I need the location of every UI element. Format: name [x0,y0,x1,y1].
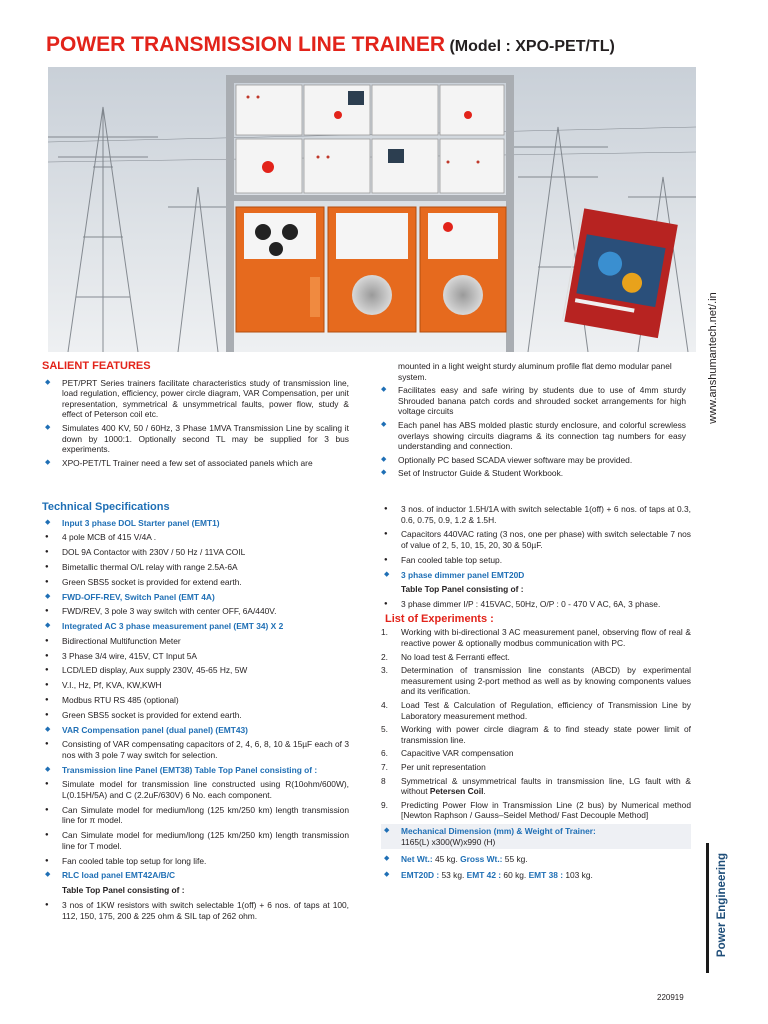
bullet-icon: ● [384,601,388,608]
diamond-bullet-icon: ◆ [384,855,390,863]
spec-item [42,900,349,921]
salient-right-list [378,385,686,479]
spec-subheading-text: Table Top Panel consisting of : [401,584,524,595]
bullet-icon: ● [384,506,388,512]
spec-heading-text: VAR Compensation panel (dual panel) (EMT43) [62,724,248,735]
spec-item [381,599,691,610]
spec-heading [42,592,349,603]
feature-item [42,423,349,455]
spec-item-text: DOL 9A Contactor with 230V / 50 Hz / 11VA COIL [62,547,246,558]
experiment-item [381,652,691,663]
bullet-icon: ● [45,608,49,615]
spec-item-text: 3 phase dimmer I/P : 415VAC, 50Hz, O/P : 0 - 470 V AC, 6A, 3 phase. [401,599,661,610]
spec-item-text: 4 pole MCB of 415 V/4A . [62,532,157,543]
spec-item-text: Fan cooled table top setup for long life. [62,855,207,866]
page-title [46,33,615,57]
spec-heading [42,621,349,632]
feature-item [378,455,686,466]
spec-item [42,680,349,691]
experiment-number: 2. [381,651,388,662]
spec-heading [42,518,349,529]
diamond-bullet-icon: ◆ [45,592,51,600]
diamond-bullet-icon: ◆ [45,622,51,630]
spec-item [381,529,691,550]
experiment-text: Load Test & Calculation of Regulation, efficiency of Transmission Line by Laboratory measurement method. [401,700,691,721]
spec-item [42,636,349,647]
dimensions-block [381,824,691,849]
experiment-number: 3. [381,665,388,676]
spec-item-text: V.I., Hz, Pf, KVA, KW,KWH [62,680,162,691]
bullet-icon: ● [45,806,49,813]
panel-weight-row [381,870,691,881]
spec-item [42,606,349,617]
bullet-icon: ● [45,781,49,788]
spec-item [42,651,349,662]
experiment-number: 5. [381,724,388,735]
website-text: www.anshumantech.net/.in [707,292,719,424]
feature-text: Optionally PC based SCADA viewer software may be provided. [398,454,633,465]
diamond-bullet-icon: ◆ [45,458,51,466]
emt38-value: 103 kg. [563,869,593,880]
spec-item [42,710,349,721]
diamond-bullet-icon: ◆ [381,455,387,463]
experiment-number: 9. [381,799,388,810]
experiment-text: Capacitive VAR compensation [401,748,514,759]
bullet-icon: ● [45,696,49,703]
spec-heading-text: Integrated AC 3 phase measurement panel (EMT 34) X 2 [62,621,284,632]
spec-heading [42,765,349,776]
diamond-bullet-icon: ◆ [384,870,390,878]
title-main: POWER TRANSMISSION LINE TRAINER [46,33,446,56]
experiment-bold-text: Petersen Coil [429,786,484,797]
gross-weight-value: 55 kg. [502,854,528,865]
spec-item [42,695,349,706]
emt42-label: EMT 42 : [466,869,502,880]
spec-item-text: 3 Phase 3/4 wire, 415V, CT Input 5A [62,650,198,661]
spec-subheading [42,885,349,896]
bullet-icon: ● [45,563,49,570]
bullet-icon: ● [45,741,49,748]
bullet-icon: ● [45,832,49,839]
experiment-item [381,800,691,821]
spec-item-text: Fan cooled table top setup. [401,554,503,565]
spec-item [42,805,349,826]
feature-text: Set of Instructor Guide & Student Workbook. [398,468,564,479]
experiment-text: Symmetrical & unsymmetrical faults in transmission line, LG fault with & without [401,775,691,797]
spec-item-text: FWD/REV, 3 pole 3 way switch with center OFF, 6A/440V. [62,606,277,617]
feature-text: XPO-PET/TL Trainer need a few set of associated panels which are [62,457,313,468]
experiment-item [381,627,691,648]
experiment-item [381,724,691,745]
spec-item [42,577,349,588]
spec-heading-text: RLC load panel EMT42A/B/C [62,870,176,881]
experiment-text: Working with power circle diagram & to find steady state power limit of transmission line. [401,724,691,745]
spec-item-text: Can Simulate model for medium/long (125 km/250 km) length transmission line for T model. [62,830,349,851]
bullet-icon: ● [45,857,49,864]
feature-text: Facilitates easy and safe wiring by students due to use of 4mm sturdy Shrouded banana patch cords and shrouded socket arrangements for high voltage circuits [398,385,686,417]
emt20d-label: EMT20D : [401,869,440,880]
spec-item-text: Green SBS5 socket is provided for extend earth. [62,576,242,587]
experiment-number: 7. [381,762,388,772]
diamond-bullet-icon: ◆ [45,378,51,386]
feature-item [378,385,686,417]
spec-item-text: Bimetallic thermal O/L relay with range 2.5A-6A [62,561,238,572]
feature-text: Each panel has ABS molded plastic sturdy enclosure, and colorful screwless overlays showing circuits diagrams & its connection tag numbers for easy understanding and connection. [398,419,686,452]
dimensions-label: Mechanical Dimension (mm) & Weight of Trainer: [401,825,596,836]
tech-right-list [381,504,691,610]
diamond-bullet-icon: ◆ [45,518,51,526]
experiment-number: 6. [381,748,388,759]
spec-heading [381,570,691,581]
spec-item [381,555,691,566]
category-text: Power Engineering [716,852,728,958]
experiment-number: 1. [381,627,388,638]
spec-item-text: Can Simulate model for medium/long (125 km/250 km) length transmission line for π model. [62,804,349,826]
bullet-icon: ● [384,556,388,563]
bullet-icon: ● [384,531,388,538]
spec-heading [42,870,349,881]
diamond-bullet-icon: ◆ [381,386,387,394]
experiment-item [381,665,691,697]
salient-continuation: mounted in a light weight sturdy aluminum profile flat demo modular panel system. [398,361,672,382]
spec-item [42,665,349,676]
bullet-icon: ● [45,578,49,585]
feature-item [378,468,686,479]
salient-heading: SALIENT FEATURES [42,360,151,372]
diamond-bullet-icon: ◆ [381,420,387,428]
feature-text: PET/PRT Series trainers facilitate characteristics study of transmission line, load regulation, efficiency, power circle diagram, VAR Compensation, per unit representation, symmetrical & unsymmetrical faults, power flow, study & effect of Peterson coil etc. [62,377,349,420]
spec-item-text: 3 nos. of inductor 1.5H/1A with switch selectable 1(off) + 6 nos. of taps at 0.3, 0.6, 0.75, 0.9, 1.2 & 1.5H. [401,504,691,525]
dimensions-row [381,826,691,847]
feature-item [42,458,349,469]
spec-item-text: LCD/LED display, Aux supply 230V, 45-65 Hz, 5W [62,665,248,676]
experiment-number: 8 [381,775,386,786]
spec-item [42,562,349,573]
spec-item [42,547,349,558]
net-weight-value: 45 kg. [432,854,458,865]
diamond-bullet-icon: ◆ [384,826,390,834]
bullet-icon: ● [45,901,49,908]
spec-heading-text: Input 3 phase DOL Starter panel (EMT1) [62,517,220,528]
experiment-text: Predicting Power Flow in Transmission Line (2 bus) by Numerical method [Newton Raphson / Gauss–Seidel Method/ Fast Decouple Method] [401,799,691,821]
spec-subheading-text: Table Top Panel consisting of : [62,885,185,896]
diamond-bullet-icon: ◆ [45,765,51,773]
salient-right-column [378,361,686,482]
spec-item-text: Modbus RTU RS 485 (optional) [62,694,179,705]
spec-item [42,856,349,867]
experiments-list [381,627,691,821]
spec-heading-text: Transmission line Panel (EMT38) Table Top Panel consisting of : [62,764,318,775]
spec-item-text: Capacitors 440VAC rating (3 nos, one per phase) with switch selectable 7 nos of value of 2, 5, 10, 15, 20, 30 & 50µF. [401,529,691,550]
spec-item-text: Bidirectional Multifunction Meter [62,635,181,646]
experiment-number: 4. [381,700,388,711]
bullet-icon: ● [45,549,49,556]
bullet-icon: ● [45,534,49,541]
emt42-value: 60 kg. [501,869,527,880]
experiments-heading: List of Experiments : [385,612,494,625]
experiment-text: No load test & Ferranti effect. [401,651,510,662]
feature-item [42,378,349,420]
experiment-item [381,776,691,797]
spec-item-text: Simulate model for transmission line constructed using R(10ohm/600W), L(0.15H/5A) and C (2.2uF/630V) 6 No. each component. [62,779,349,801]
dimensions-value: 1165(L) x300(W)x990 (H) [401,836,496,847]
product-photo [48,67,696,352]
spec-item [42,532,349,543]
experiment-text: Working with bi-directional 3 AC measurement panel, observing flow of real & reactive power & optionally modbus communication with PC. [401,627,691,649]
document-code: 220919 [657,993,684,1002]
net-weight-label: Net Wt.: [401,854,433,865]
experiment-text: Per unit representation [401,762,486,772]
spec-item [42,779,349,800]
gross-weight-label: Gross Wt.: [460,854,503,865]
feature-text: Simulates 400 KV, 50 / 60Hz, 3 Phase 1MVA Transmission Line by scaling it down by 1000:1. Optionally second TL may be supplied for 3 bus experiments. [62,422,349,455]
diamond-bullet-icon: ◆ [45,423,51,431]
spec-item-text: 3 nos of 1KW resistors with switch selectable 1(off) + 6 nos. of taps at 100, 112, 150, 175, 200 & 225 ohm & SIL tap of 262 ohm. [62,899,349,921]
experiment-item [381,748,691,759]
spec-subheading [381,584,691,595]
salient-left-column [42,361,349,471]
title-model: (Model : XPO-PET/TL) [449,38,615,55]
salient-left-list [42,378,349,469]
diamond-bullet-icon: ◆ [45,871,51,879]
bullet-icon: ● [45,637,49,644]
spec-item-text: Green SBS5 socket is provided for extend earth. [62,709,242,720]
spec-heading-text: 3 phase dimmer panel EMT20D [401,569,525,580]
tech-left-list [42,518,349,922]
experiment-text: Determination of transmission line constants (ABCD) by experimental measurement using 2-port method as well as by knowing components values and its verification. [401,665,691,697]
website-vertical [700,290,726,440]
spec-item [381,504,691,525]
category-tab [706,843,733,973]
experiment-item [381,700,691,721]
spec-item [42,830,349,851]
bullet-icon: ● [45,711,49,718]
experiment-item [381,762,691,773]
feature-item [378,420,686,452]
bullet-icon: ● [45,667,49,674]
tech-heading: Technical Specifications [42,501,170,513]
diamond-bullet-icon: ◆ [384,570,390,578]
tech-left-column [42,502,349,925]
spec-item-text: Consisting of VAR compensating capacitors of 2, 4, 6, 8, 10 & 15µF each of 3 nos with 3 pole 7 way switch for selection. [62,739,349,760]
bullet-icon: ● [45,652,49,659]
spec-item [42,739,349,760]
bullet-icon: ● [45,682,49,689]
spec-heading-text: FWD-OFF-REV, Switch Panel (EMT 4A) [62,591,215,602]
emt38-label: EMT 38 : [528,869,564,880]
diamond-bullet-icon: ◆ [45,725,51,733]
weight-row [381,854,691,865]
spec-heading [42,725,349,736]
diamond-bullet-icon: ◆ [381,469,387,477]
tech-right-column [381,504,691,880]
emt20d-value: 53 kg. [439,869,465,880]
experiment-text-end: . [483,786,486,797]
